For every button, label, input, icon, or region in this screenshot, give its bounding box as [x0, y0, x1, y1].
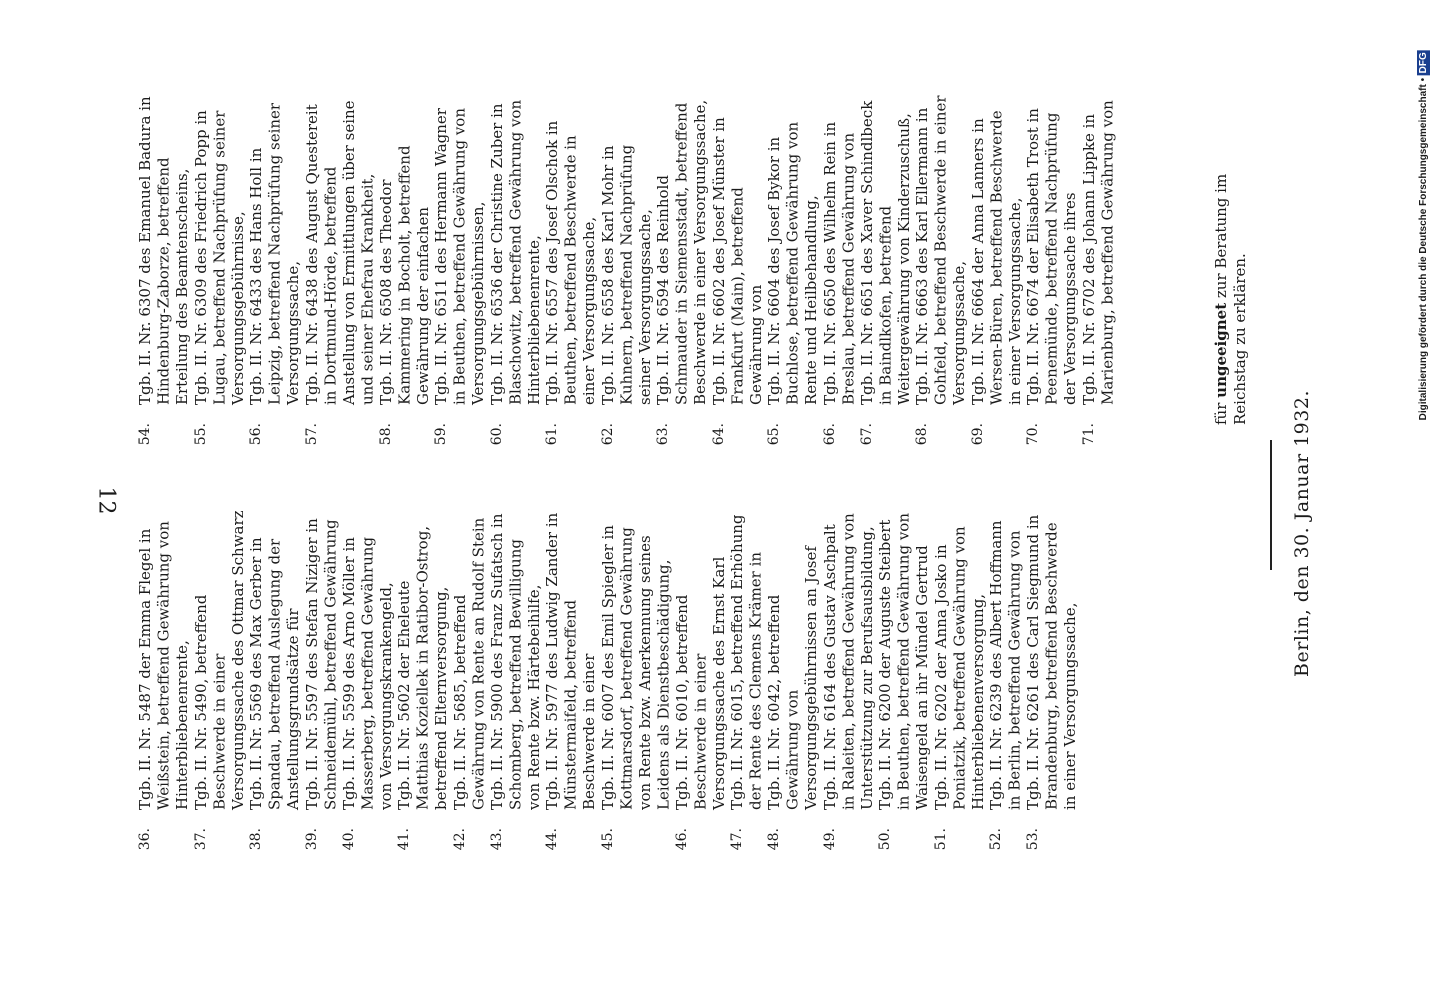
entry-text: Tgb. II. Nr. 6674 der Elisabeth Trost in Peenemünde, betreffend Nachprüfung der Versorgungssache ihres	[1024, 108, 1079, 405]
entry-number: 46.	[673, 827, 690, 850]
entry-text: Tgb. II. Nr. 6433 des Hans Holl in Leipzig, betreffend Nachprüfung seiner Versorgungssache,	[247, 102, 302, 405]
entry-71	[1080, 95, 1117, 445]
entry-number: 65.	[766, 422, 782, 445]
entry-number: 50.	[877, 827, 893, 850]
entry-51	[932, 510, 988, 850]
entry-text: Tgb. II. Nr. 6651 des Xaver Schindlbeck in Baindlkofen, betreffend Weitergewährung von Kinderzuschuß,	[857, 100, 913, 405]
entry-67	[858, 95, 914, 445]
entry-text: Tgb. II. Nr. 6200 der Auguste Steibert in Beuthen, betreffend Gewährung von Waisengeld an ihr Mündel Gertrud	[876, 513, 931, 810]
entry-text: Tgb. II. Nr. 6664 der Anna Lanners in Wersen-Büren, betreffend Beschwerde in einer Versorgungssache,	[968, 110, 1024, 405]
entry-number: 49.	[821, 827, 838, 850]
entry-text: Tgb. II. Nr. 6015, betreffend Erhöhung der Rente des Clemens Krämer in	[728, 514, 765, 810]
entry-text: Tgb. II. Nr. 6309 des Friedrich Popp in Lugau, betreffend Nachprüfung seiner Versorgungsgebührnisse,	[191, 110, 247, 405]
entry-number: 70.	[1025, 422, 1041, 445]
entry-text: Tgb. II. Nr. 5597 des Stefan Niziger in Schneidemühl, betreffend Gewährung	[302, 518, 339, 810]
entry-number: 59.	[433, 422, 449, 445]
entry-number: 45.	[599, 827, 616, 850]
entry-number: 69.	[969, 422, 986, 445]
closing-bold: ungeeignet	[1212, 302, 1230, 398]
entry-text: Tgb. II. Nr. 6307 des Emanuel Badura in Hindenburg-Zaborze, betreffend Erteilung des Beamtenscheins,	[136, 96, 191, 405]
digitization-note	[1418, 50, 1429, 420]
entry-64	[710, 95, 766, 445]
entry-number: 38.	[248, 827, 264, 850]
closing-pre: für	[1212, 402, 1230, 425]
entry-number: 56.	[248, 422, 264, 445]
dfg-logo: DFG	[1418, 52, 1429, 74]
entry-61	[543, 95, 599, 445]
entry-39	[303, 510, 340, 850]
entry-69	[969, 95, 1025, 445]
entry-50	[876, 510, 932, 850]
entry-text: Tgb. II. Nr. 5569 des Max Gerber in Spandau, betreffend Auslegung der Anstellungsgrundsätze für	[247, 537, 302, 810]
entry-number: 54.	[137, 422, 153, 445]
entry-68	[913, 95, 969, 445]
entry-text: Tgb. II. Nr. 6558 des Karl Mohr in Kuhnern, betreffend Nachprüfung seiner Versorgungssache,	[598, 144, 654, 405]
entry-number: 64.	[710, 422, 727, 445]
entry-37	[192, 510, 248, 850]
entry-text: Tgb. II. Nr. 6164 des Gustav Aschpalt in Raleiten, betreffend Gewährung von Unterstützung zur Berufsausbildung,	[820, 513, 876, 810]
entry-text: Tgb. II. Nr. 5490, betreffend Beschwerde in einer Versorgungssache des Ottmar Schwarz	[191, 510, 247, 810]
entry-70	[1024, 95, 1080, 445]
entry-53	[1024, 510, 1080, 850]
entry-text: Tgb. II. Nr. 6239 des Albert Hoffmann in Berlin, betreffend Gewährung von	[987, 520, 1024, 810]
entry-text: Tgb. II. Nr. 6438 des August Questereit in Dortmund-Hörde, betreffend Anstellung von Ermittlungen über seine und seiner Ehefrau Krankheit,	[302, 100, 376, 405]
entry-number: 52.	[988, 827, 1004, 850]
entry-38	[247, 510, 303, 850]
entry-57	[303, 95, 377, 445]
entry-text: Tgb. II. Nr. 6007 des Emil Spiegler in Kottmarsdorf, betreffend Gewährung von Rente bzw. Anerkennung seines Leidens als Dienstbeschädigung,	[598, 525, 672, 810]
entry-42	[451, 510, 488, 850]
entry-46	[673, 510, 729, 850]
entry-62	[599, 95, 655, 445]
entry-number: 66.	[821, 422, 838, 445]
entry-number: 48.	[766, 827, 782, 850]
digitization-note-text: Digitalisierung gefördert durch die Deutsche Forschungsgemeinschaft •	[1418, 77, 1429, 421]
entry-number: 60.	[488, 422, 505, 445]
entry-number: 58.	[377, 422, 394, 445]
entry-number: 62.	[599, 422, 616, 445]
entry-text: Tgb. II. Nr. 6042, betreffend Gewährung von Versorgungsgebührnissen an Josef	[765, 546, 820, 810]
entry-66	[821, 95, 858, 445]
entry-65	[765, 95, 821, 445]
entry-47	[728, 510, 765, 850]
entry-36	[136, 510, 192, 850]
entry-text: Tgb. II. Nr. 6010, betreffend Beschwerde in einer Versorgungssache des Ernst Karl	[672, 556, 728, 810]
entry-63	[654, 95, 710, 445]
entry-text: Tgb. II. Nr. 5599 des Arno Möller in Masserberg, betreffend Gewährung von Versorgungskrankengeld,	[339, 536, 395, 810]
entry-number: 42.	[451, 827, 468, 850]
closing-post: zur Beratung im Reichstag zu erklären.	[1212, 173, 1249, 425]
entry-text: Tgb. II. Nr. 5900 des Franz Sufatsch in Schomberg, betreffend Bewilligung von Rente bzw. Härtebeihilfe,	[487, 513, 543, 810]
entry-59	[432, 95, 488, 445]
entry-number: 36.	[137, 827, 153, 850]
entry-number: 61.	[544, 422, 560, 445]
entry-number: 63.	[655, 422, 671, 445]
entry-49	[821, 510, 877, 850]
entry-text: Tgb. II. Nr. 6702 des Johann Lippke in Marienburg, betreffend Gewährung von	[1079, 100, 1116, 405]
entry-58	[377, 95, 433, 445]
entry-text: Tgb. II. Nr. 6511 des Hermann Wagner in Beuthen, betreffend Gewährung von Versorgungsgebührnissen,	[432, 108, 487, 405]
entry-text: Tgb. II. Nr. 6536 der Christine Zuber in Blaschowitz, betreffend Gewährung von Hinterbliebenenrente,	[487, 99, 543, 405]
entry-number: 40.	[340, 827, 357, 850]
entry-number: 43.	[488, 827, 505, 850]
entry-text: Tgb. II. Nr. 6508 des Theodor Kammering in Bocholt, betreffend Gewährung der einfachen	[376, 145, 432, 405]
entry-40	[340, 510, 396, 850]
entry-number: 71.	[1080, 422, 1097, 445]
entry-text: Tgb. II. Nr. 5487 der Emma Flegel in Weißstein, betreffend Gewährung von Hinterbliebenenrente,	[136, 521, 191, 810]
entry-number: 51.	[932, 827, 949, 850]
place-date: Berlin, den 30. Januar 1932.	[1291, 390, 1313, 677]
entry-44	[543, 510, 599, 850]
entry-text: Tgb. II. Nr. 5685, betreffend Gewährung von Rente an Rudolf Stein	[450, 517, 487, 810]
separator-line	[1270, 440, 1272, 570]
closing-line-1	[1212, 95, 1250, 425]
entry-48	[765, 510, 821, 850]
entry-45	[599, 510, 673, 850]
entry-text: Tgb. II. Nr. 6202 der Anna Josko in Poniatzik, betreffend Gewährung von Hinterbliebenenversorgung,	[931, 526, 987, 810]
entry-number: 37.	[192, 827, 209, 850]
entry-text: Tgb. II. Nr. 6604 des Josef Bykor in Buchlose, betreffend Gewährung von Rente und Heilbehandlung,	[765, 121, 820, 405]
entry-text: Tgb. II. Nr. 6602 des Josef Münster in Frankfurt (Main), betreffend Gewährung von	[709, 117, 765, 405]
page-number: 12	[93, 486, 119, 515]
entry-text: Tgb. II. Nr. 5602 der Eheleute Matthias Koziellek in Ratibor-Ostrog, betreffend Elternversorgung,	[395, 525, 450, 810]
entry-number: 67.	[858, 422, 875, 445]
entry-60	[488, 95, 544, 445]
entry-56	[247, 95, 303, 445]
entry-text: Tgb. II. Nr. 6557 des Josef Olschok in Beuthen, betreffend Beschwerde in einer Versorgungssache,	[543, 120, 598, 405]
entry-number: 44.	[544, 827, 560, 850]
entry-number: 41.	[396, 827, 412, 850]
entry-number: 57.	[303, 422, 320, 445]
entry-text: Tgb. II. Nr. 6594 des Reinhold Schmauder in Siemensstadt, betreffend Beschwerde in einer Versorgungssache,	[654, 99, 709, 405]
entry-number: 53.	[1025, 827, 1041, 850]
entry-text: Tgb. II. Nr. 6261 des Carl Siegmund in Brandenburg, betreffend Beschwerde in einer Versorgungssache,	[1024, 514, 1079, 810]
entry-54	[136, 95, 192, 445]
entry-text: Tgb. II. Nr. 6663 des Karl Ellermann in Gohfeld, betreffend Beschwerde in einer Versorgungssache,	[913, 95, 968, 405]
entry-41	[395, 510, 451, 850]
entry-number: 68.	[914, 422, 930, 445]
entry-number: 47.	[729, 827, 745, 850]
entry-55	[192, 95, 248, 445]
entry-text: Tgb. II. Nr. 5977 des Ludwig Zander in Münstermaifeld, betreffend Beschwerde in einer	[543, 512, 598, 810]
entry-52	[987, 510, 1024, 850]
entry-number: 55.	[192, 422, 209, 445]
entry-text: Tgb. II. Nr. 6650 des Wilhelm Rein in Breslau, betreffend Gewährung von	[820, 121, 857, 405]
entry-number: 39.	[303, 827, 320, 850]
entry-43	[488, 510, 544, 850]
